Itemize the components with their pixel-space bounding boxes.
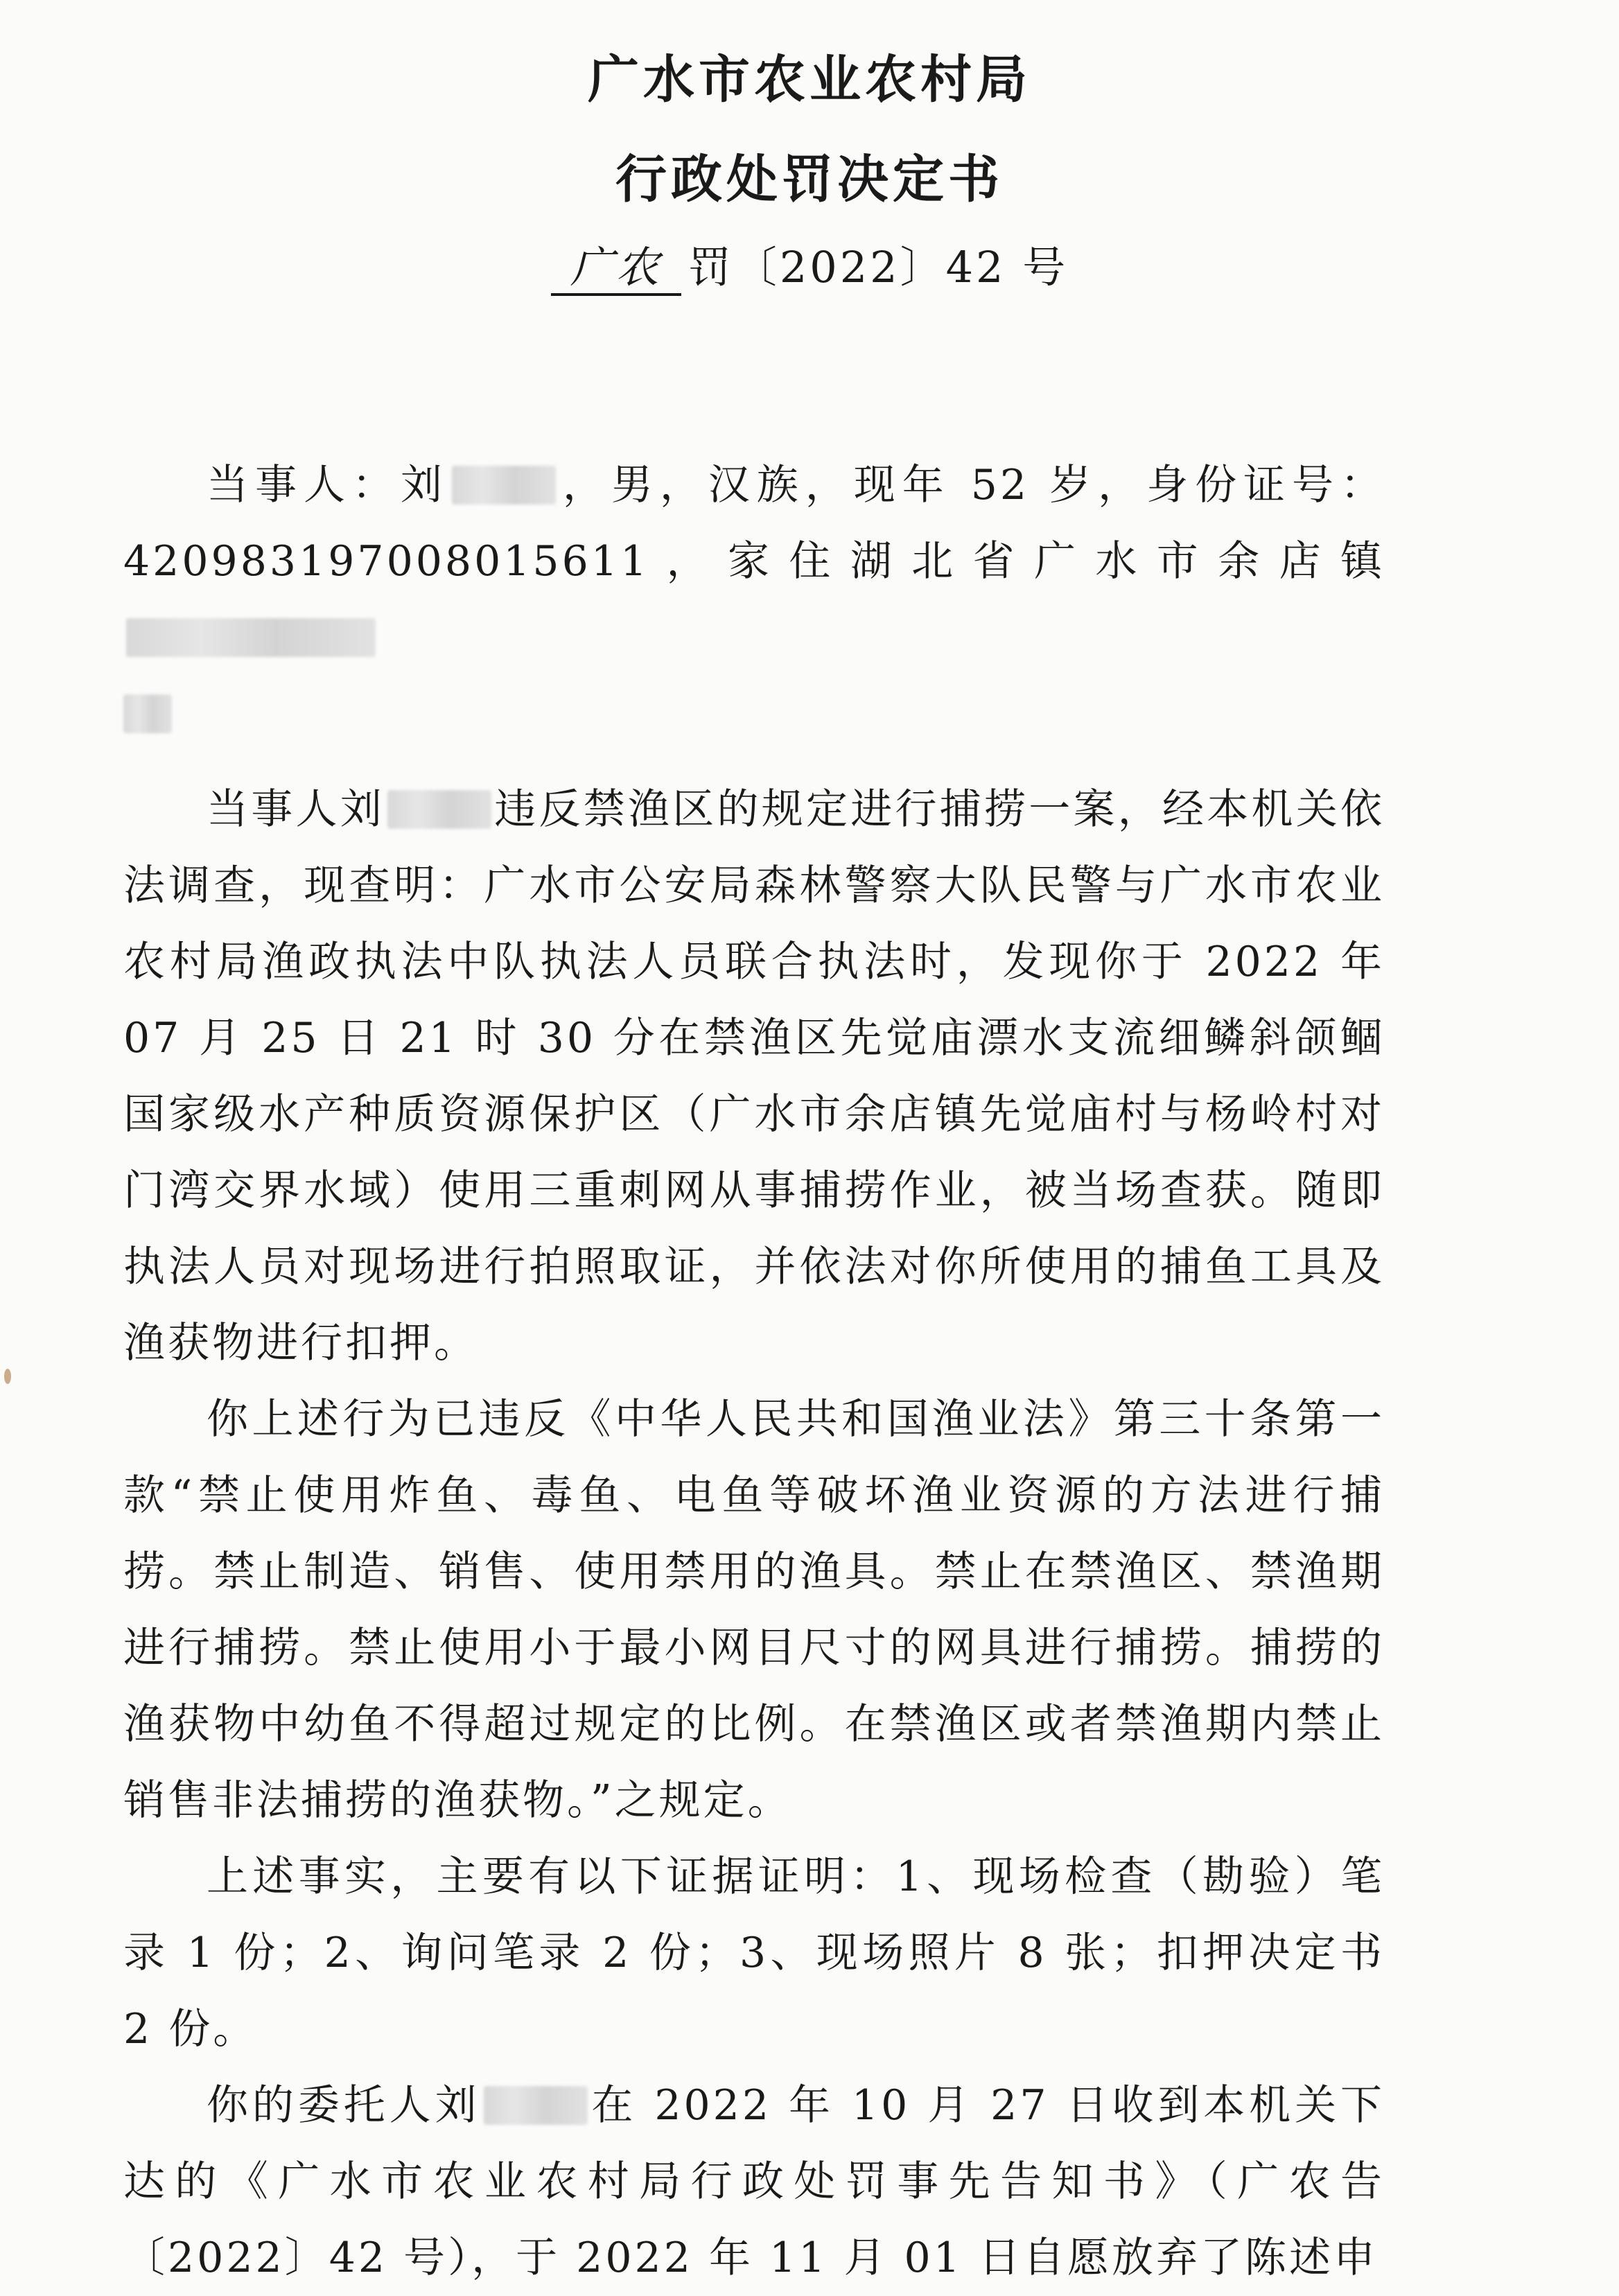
party-info-paragraph — [123, 447, 1385, 752]
facts-text: 违反禁渔区的规定进行捕捞一案，经本机关依法调查，现查明：广水市公安局森林警察大队民警与广水市农业农村局渔政执法中队执法人员联合执法时，发现你于 2022 年 07 月 25 日 21 时 30 分在禁渔区先觉庙漂水支流细鳞斜颌鲴国家级水产种质资源保护区（广水市余店镇先觉庙村与杨岭村对门湾交界水域）使用三重刺网从事捕捞作业，被当场查获。随即执法人员对现场进行拍照取证，并依法对你所使用的捕鱼工具及渔获物进行扣押。 — [123, 785, 1385, 1367]
paper-stain — [4, 1369, 11, 1384]
document-title-agency: 广水市农业农村局 — [588, 50, 1031, 109]
notice-label: 你的委托人刘 — [207, 2081, 481, 2130]
violation-paragraph: 你上述行为已违反《中华人民共和国渔业法》第三十条第一款“禁止使用炸鱼、毒鱼、电鱼等破坏渔业资源的方法进行捕捞。禁止制造、销售、使用禁用的渔具。禁止在禁渔区、禁渔期进行捕捞。禁止使用小于最小网目尺寸的网具进行捕捞。捕捞的渔获物中幼鱼不得超过规定的比例。在禁渔区或者禁渔期内禁止销售非法捕捞的渔获物。”之规定。 — [123, 1395, 1385, 1825]
party-label: 当事人：刘 — [207, 461, 449, 509]
notice-paragraph — [123, 2067, 1385, 2296]
facts-party-label: 当事人刘 — [207, 785, 385, 834]
document-number — [0, 242, 1619, 296]
redacted-name — [452, 466, 556, 505]
document-title-type: 行政处罚决定书 — [615, 150, 1004, 209]
document-body — [123, 447, 1385, 2296]
party-details: ，男，汉族，现年 52 岁，身份证号：420983197008015611，家住湖北省广水市余店镇 — [123, 461, 1385, 586]
redacted-name — [387, 790, 491, 829]
notice-text: 在 2022 年 10 月 27 日收到本机关下达的《广水市农业农村局行政处罚事先告知书》（广农告〔2022〕42 号），于 2022 年 11 月 01 日自愿放弃了陈述申 — [123, 2081, 1385, 2282]
handwritten-prefix: 广农 — [551, 246, 681, 296]
redacted-address — [126, 618, 376, 657]
facts-paragraph — [123, 771, 1385, 1381]
redacted-name — [484, 2086, 588, 2125]
document-number-text: 罚〔2022〕42 号 — [688, 242, 1069, 292]
evidence-paragraph: 上述事实，主要有以下证据证明：1、现场检查（勘验）笔录 1 份；2、询问笔录 2 份；3、现场照片 8 张；扣押决定书 2 份。 — [123, 1852, 1385, 2053]
redacted-address-tail — [123, 694, 172, 733]
